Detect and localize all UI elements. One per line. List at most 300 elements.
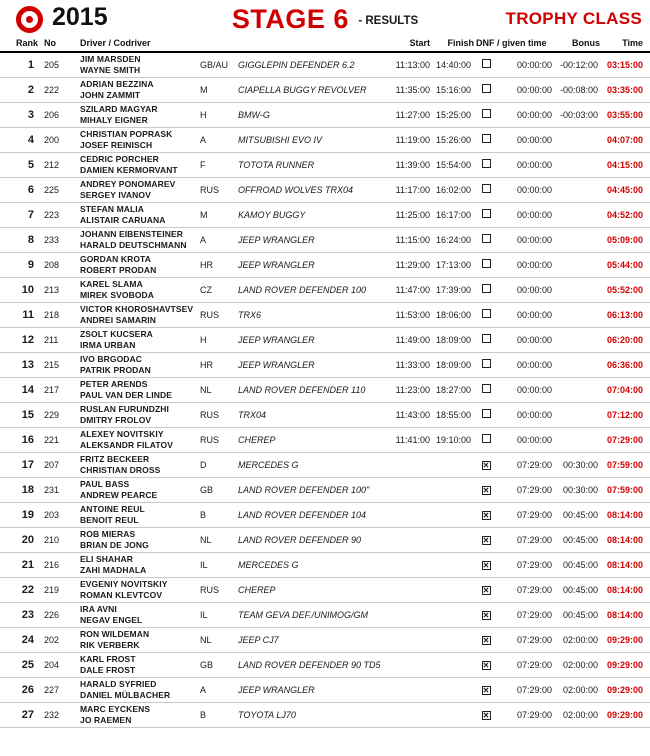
crew-cell: [74, 377, 198, 402]
country-cell: M: [198, 202, 236, 227]
crew-cell: [74, 77, 198, 102]
country-cell: D: [198, 452, 236, 477]
country-cell: HR: [198, 252, 236, 277]
result-row: [0, 702, 650, 727]
total-time-cell: 05:44:00: [600, 252, 650, 277]
rank-cell: 7: [0, 202, 42, 227]
codriver-name: DMITRY FROLOV: [80, 414, 152, 425]
codriver-name: JO RAEMEN: [80, 714, 132, 725]
driver-name: FRITZ BECKEER: [80, 454, 150, 464]
crew-cell: [74, 277, 198, 302]
country-cell: IL: [198, 552, 236, 577]
total-time-cell: 06:20:00: [600, 327, 650, 352]
bonus-cell: [552, 327, 600, 352]
dnf-checkbox-icon: ✕: [482, 585, 490, 595]
car-number-cell: 229: [42, 402, 74, 427]
finish-time-cell: 18:55:00: [430, 402, 474, 427]
dnf-cell: [474, 677, 498, 702]
country-cell: GB: [198, 652, 236, 677]
rank-cell: 13: [0, 352, 42, 377]
given-time-cell: 00:00:00: [498, 177, 552, 202]
country-cell: B: [198, 702, 236, 727]
given-time-cell: 07:29:00: [498, 552, 552, 577]
codriver-name: CHRISTIAN DROSS: [80, 464, 161, 475]
dnf-checkbox-icon: [482, 184, 491, 193]
dnf-cell: [474, 427, 498, 452]
rank-cell: 11: [0, 302, 42, 327]
finish-time-cell: [430, 477, 474, 502]
total-time-cell: 09:29:00: [600, 652, 650, 677]
dnf-cell: [474, 227, 498, 252]
bonus-cell: [552, 227, 600, 252]
dnf-checkbox-icon: [482, 84, 491, 93]
total-time-cell: 04:07:00: [600, 127, 650, 152]
vehicle-cell: JEEP WRANGLER: [236, 252, 386, 277]
bonus-cell: 00:45:00: [552, 602, 600, 627]
country-cell: HR: [198, 352, 236, 377]
start-time-cell: [386, 502, 430, 527]
dnf-checkbox-icon: ✕: [482, 510, 490, 520]
rank-cell: 23: [0, 602, 42, 627]
crew-cell: [74, 302, 198, 327]
total-time-cell: 06:13:00: [600, 302, 650, 327]
codriver-name: ZAHI MADHALA: [80, 564, 147, 575]
country-cell: GB/AU: [198, 52, 236, 77]
dnf-cell: [474, 402, 498, 427]
result-row: [0, 652, 650, 677]
column-header-start: Start: [386, 36, 430, 52]
dnf-cell: [474, 302, 498, 327]
finish-time-cell: [430, 577, 474, 602]
result-row: [0, 202, 650, 227]
bonus-cell: [552, 377, 600, 402]
car-number-cell: 216: [42, 552, 74, 577]
dnf-checkbox-icon: ✕: [482, 535, 490, 545]
result-row: [0, 227, 650, 252]
crew-cell: [74, 177, 198, 202]
vehicle-cell: TEAM GEVA DEF./UNIMOG/GM: [236, 602, 386, 627]
result-row: [0, 627, 650, 652]
start-time-cell: 11:25:00: [386, 202, 430, 227]
car-number-cell: 231: [42, 477, 74, 502]
country-cell: M: [198, 77, 236, 102]
total-time-cell: 06:36:00: [600, 352, 650, 377]
bonus-cell: 00:45:00: [552, 552, 600, 577]
start-time-cell: [386, 452, 430, 477]
total-time-cell: 09:29:00: [600, 627, 650, 652]
result-row: [0, 77, 650, 102]
dnf-checkbox-icon: [482, 134, 491, 143]
start-time-cell: 11:33:00: [386, 352, 430, 377]
total-time-cell: 08:14:00: [600, 527, 650, 552]
result-row: [0, 452, 650, 477]
result-row: [0, 502, 650, 527]
driver-name: HARALD SYFRIED: [80, 679, 157, 689]
result-row: [0, 552, 650, 577]
total-time-cell: 07:12:00: [600, 402, 650, 427]
codriver-name: ALISTAIR CARUANA: [80, 214, 166, 225]
given-time-cell: 07:29:00: [498, 702, 552, 727]
result-row: [0, 302, 650, 327]
bonus-cell: [552, 202, 600, 227]
rank-cell: 1: [0, 52, 42, 77]
driver-name: CEDRIC PORCHER: [80, 154, 159, 164]
total-time-cell: 05:52:00: [600, 277, 650, 302]
rank-cell: 15: [0, 402, 42, 427]
car-number-cell: 215: [42, 352, 74, 377]
codriver-name: PAUL VAN DER LINDE: [80, 389, 173, 400]
given-time-cell: 00:00:00: [498, 52, 552, 77]
bonus-cell: [552, 152, 600, 177]
dnf-cell: [474, 502, 498, 527]
codriver-name: BRIAN DE JONG: [80, 539, 149, 550]
dnf-cell: [474, 252, 498, 277]
finish-time-cell: 19:10:00: [430, 427, 474, 452]
result-row: [0, 152, 650, 177]
driver-name: RON WILDEMAN: [80, 629, 150, 639]
total-time-cell: 03:35:00: [600, 77, 650, 102]
car-number-cell: 225: [42, 177, 74, 202]
given-time-cell: 07:29:00: [498, 527, 552, 552]
result-row: [0, 277, 650, 302]
crew-cell: [74, 602, 198, 627]
finish-time-cell: 18:06:00: [430, 302, 474, 327]
bonus-cell: -00:08:00: [552, 77, 600, 102]
driver-name: ALEXEY NOVITSKIY: [80, 429, 164, 439]
start-time-cell: 11:43:00: [386, 402, 430, 427]
given-time-cell: 07:29:00: [498, 627, 552, 652]
rank-cell: 3: [0, 102, 42, 127]
start-time-cell: 11:27:00: [386, 102, 430, 127]
country-cell: A: [198, 227, 236, 252]
vehicle-cell: JEEP WRANGLER: [236, 327, 386, 352]
driver-name: JOHANN EIBENSTEINER: [80, 229, 183, 239]
result-row: [0, 377, 650, 402]
dnf-cell: [474, 577, 498, 602]
given-time-cell: 00:00:00: [498, 427, 552, 452]
driver-name: KAREL SLAMA: [80, 279, 143, 289]
crew-cell: [74, 652, 198, 677]
given-time-cell: 00:00:00: [498, 277, 552, 302]
rank-cell: 4: [0, 127, 42, 152]
vehicle-cell: LAND ROVER DEFENDER 100: [236, 277, 386, 302]
vehicle-cell: LAND ROVER DEFENDER 110: [236, 377, 386, 402]
car-number-cell: 200: [42, 127, 74, 152]
country-cell: F: [198, 152, 236, 177]
column-header-rank: Rank: [0, 36, 42, 52]
rank-cell: 10: [0, 277, 42, 302]
driver-name: EVGENIY NOVITSKIY: [80, 579, 168, 589]
dnf-checkbox-icon: ✕: [482, 710, 490, 720]
finish-time-cell: [430, 702, 474, 727]
result-row: [0, 177, 650, 202]
result-row: [0, 677, 650, 702]
results-body: [0, 52, 650, 727]
vehicle-cell: LAND ROVER DEFENDER 100": [236, 477, 386, 502]
crew-cell: [74, 402, 198, 427]
car-number-cell: 233: [42, 227, 74, 252]
crew-cell: [74, 427, 198, 452]
vehicle-cell: LAND ROVER DEFENDER 104: [236, 502, 386, 527]
total-time-cell: 04:52:00: [600, 202, 650, 227]
car-number-cell: 212: [42, 152, 74, 177]
bonus-cell: 00:30:00: [552, 477, 600, 502]
total-time-cell: 07:04:00: [600, 377, 650, 402]
country-cell: NL: [198, 377, 236, 402]
driver-name: IVO BRGODAC: [80, 354, 143, 364]
rank-cell: 19: [0, 502, 42, 527]
dnf-cell: [474, 477, 498, 502]
total-time-cell: 08:14:00: [600, 502, 650, 527]
country-cell: A: [198, 677, 236, 702]
finish-time-cell: 16:17:00: [430, 202, 474, 227]
vehicle-cell: TRX6: [236, 302, 386, 327]
country-cell: GB: [198, 477, 236, 502]
codriver-name: MIREK SVOBODA: [80, 289, 155, 300]
dnf-cell: [474, 452, 498, 477]
given-time-cell: 00:00:00: [498, 302, 552, 327]
codriver-name: SERGEY IVANOV: [80, 189, 151, 200]
dnf-checkbox-icon: [482, 234, 491, 243]
codriver-name: RIK VERBERK: [80, 639, 140, 650]
given-time-cell: 00:00:00: [498, 327, 552, 352]
given-time-cell: 00:00:00: [498, 127, 552, 152]
bonus-cell: [552, 127, 600, 152]
dnf-checkbox-icon: [482, 384, 491, 393]
codriver-name: ANDREW PEARCE: [80, 489, 158, 500]
vehicle-cell: JEEP CJ7: [236, 627, 386, 652]
driver-name: ROB MIERAS: [80, 529, 136, 539]
driver-name: ELI SHAHAR: [80, 554, 133, 564]
dnf-checkbox-icon: ✕: [482, 660, 490, 670]
codriver-name: DANIEL MÜLBACHER: [80, 689, 171, 700]
result-row: [0, 127, 650, 152]
vehicle-cell: TOYOTA LJ70: [236, 702, 386, 727]
car-number-cell: 206: [42, 102, 74, 127]
rank-cell: 18: [0, 477, 42, 502]
start-time-cell: [386, 602, 430, 627]
result-row: [0, 352, 650, 377]
car-number-cell: 202: [42, 627, 74, 652]
column-header-vehicle-spacer: [236, 36, 386, 52]
finish-time-cell: 15:16:00: [430, 77, 474, 102]
finish-time-cell: 15:54:00: [430, 152, 474, 177]
given-time-cell: 00:00:00: [498, 152, 552, 177]
class-label: TROPHY CLASS: [505, 9, 642, 28]
driver-name: PAUL BASS: [80, 479, 130, 489]
column-header-dnf-given-time: DNF / given time: [474, 36, 552, 52]
dnf-checkbox-icon: [482, 309, 491, 318]
rank-cell: 24: [0, 627, 42, 652]
total-time-cell: 07:29:00: [600, 427, 650, 452]
given-time-cell: 07:29:00: [498, 502, 552, 527]
start-time-cell: 11:39:00: [386, 152, 430, 177]
start-time-cell: 11:17:00: [386, 177, 430, 202]
result-row: [0, 477, 650, 502]
start-time-cell: 11:47:00: [386, 277, 430, 302]
country-cell: NL: [198, 627, 236, 652]
rank-cell: 12: [0, 327, 42, 352]
bonus-cell: -00:03:00: [552, 102, 600, 127]
start-time-cell: 11:41:00: [386, 427, 430, 452]
rank-cell: 21: [0, 552, 42, 577]
dnf-cell: [474, 527, 498, 552]
vehicle-cell: MITSUBISHI EVO IV: [236, 127, 386, 152]
rank-cell: 9: [0, 252, 42, 277]
driver-name: RUSLAN FURUNDZHI: [80, 404, 169, 414]
country-cell: RUS: [198, 177, 236, 202]
dnf-checkbox-icon: [482, 209, 491, 218]
crew-cell: [74, 702, 198, 727]
start-time-cell: [386, 677, 430, 702]
given-time-cell: 07:29:00: [498, 652, 552, 677]
total-time-cell: 04:15:00: [600, 152, 650, 177]
result-row: [0, 52, 650, 77]
finish-time-cell: [430, 627, 474, 652]
car-number-cell: 208: [42, 252, 74, 277]
dnf-cell: [474, 602, 498, 627]
dnf-cell: [474, 52, 498, 77]
driver-name: MARC EYCKENS: [80, 704, 151, 714]
vehicle-cell: BMW-G: [236, 102, 386, 127]
car-number-cell: 204: [42, 652, 74, 677]
start-time-cell: [386, 527, 430, 552]
bonus-cell: 00:30:00: [552, 452, 600, 477]
start-time-cell: 11:35:00: [386, 77, 430, 102]
finish-time-cell: [430, 452, 474, 477]
finish-time-cell: [430, 527, 474, 552]
given-time-cell: 00:00:00: [498, 202, 552, 227]
result-row: [0, 602, 650, 627]
dnf-checkbox-icon: [482, 109, 491, 118]
given-time-cell: 00:00:00: [498, 102, 552, 127]
car-number-cell: 219: [42, 577, 74, 602]
rank-cell: 22: [0, 577, 42, 602]
finish-time-cell: 18:09:00: [430, 327, 474, 352]
codriver-name: DAMIEN KERMORVANT: [80, 164, 178, 175]
total-time-cell: 04:45:00: [600, 177, 650, 202]
dnf-checkbox-icon: [482, 284, 491, 293]
country-cell: RUS: [198, 427, 236, 452]
result-row: [0, 427, 650, 452]
bonus-cell: 00:45:00: [552, 502, 600, 527]
rank-cell: 16: [0, 427, 42, 452]
finish-time-cell: [430, 677, 474, 702]
car-number-cell: 221: [42, 427, 74, 452]
rank-cell: 14: [0, 377, 42, 402]
vehicle-cell: CIAPELLA BUGGY REVOLVER: [236, 77, 386, 102]
dnf-cell: [474, 177, 498, 202]
driver-name: ZSOLT KUCSERA: [80, 329, 153, 339]
dnf-cell: [474, 652, 498, 677]
bonus-cell: 02:00:00: [552, 652, 600, 677]
car-number-cell: 211: [42, 327, 74, 352]
start-time-cell: [386, 477, 430, 502]
event-year: 2015: [52, 3, 108, 31]
column-header-no: No: [42, 36, 74, 52]
finish-time-cell: [430, 502, 474, 527]
dnf-checkbox-icon: [482, 334, 491, 343]
crew-cell: [74, 552, 198, 577]
codriver-name: HARALD DEUTSCHMANN: [80, 239, 187, 250]
vehicle-cell: LAND ROVER DEFENDER 90 TD5: [236, 652, 386, 677]
car-number-cell: 218: [42, 302, 74, 327]
start-time-cell: 11:49:00: [386, 327, 430, 352]
dnf-cell: [474, 352, 498, 377]
car-number-cell: 217: [42, 377, 74, 402]
total-time-cell: 05:09:00: [600, 227, 650, 252]
driver-name: JIM MARSDEN: [80, 54, 141, 65]
vehicle-cell: JEEP WRANGLER: [236, 352, 386, 377]
vehicle-cell: KAMOY BUGGY: [236, 202, 386, 227]
car-number-cell: 227: [42, 677, 74, 702]
codriver-name: ANDREI SAMARIN: [80, 314, 157, 325]
finish-time-cell: 15:26:00: [430, 127, 474, 152]
car-number-cell: 207: [42, 452, 74, 477]
finish-time-cell: 18:27:00: [430, 377, 474, 402]
result-row: [0, 577, 650, 602]
rank-cell: 25: [0, 652, 42, 677]
crew-cell: [74, 152, 198, 177]
driver-name: ADRIAN BEZZINA: [80, 79, 154, 89]
finish-time-cell: [430, 552, 474, 577]
finish-time-cell: 17:39:00: [430, 277, 474, 302]
rank-cell: 27: [0, 702, 42, 727]
given-time-cell: 00:00:00: [498, 77, 552, 102]
bonus-cell: 00:45:00: [552, 577, 600, 602]
dnf-cell: [474, 552, 498, 577]
finish-time-cell: [430, 602, 474, 627]
country-cell: IL: [198, 602, 236, 627]
result-row: [0, 402, 650, 427]
codriver-name: ROMAN KLEVTCOV: [80, 589, 163, 600]
rank-cell: 26: [0, 677, 42, 702]
crew-cell: [74, 352, 198, 377]
rank-cell: 5: [0, 152, 42, 177]
column-header-bonus: Bonus: [552, 36, 600, 52]
car-number-cell: 232: [42, 702, 74, 727]
vehicle-cell: TOTOTA RUNNER: [236, 152, 386, 177]
result-row: [0, 102, 650, 127]
total-time-cell: 09:29:00: [600, 677, 650, 702]
vehicle-cell: CHEREP: [236, 577, 386, 602]
stage-title: STAGE 6: [231, 4, 349, 34]
result-row: [0, 252, 650, 277]
bonus-cell: 02:00:00: [552, 677, 600, 702]
vehicle-cell: JEEP WRANGLER: [236, 227, 386, 252]
driver-name: PETER ARENDS: [80, 379, 148, 389]
rank-cell: 8: [0, 227, 42, 252]
codriver-name: WAYNE SMITH: [80, 64, 141, 75]
crew-cell: [74, 577, 198, 602]
country-cell: RUS: [198, 302, 236, 327]
bonus-cell: 02:00:00: [552, 702, 600, 727]
finish-time-cell: 17:13:00: [430, 252, 474, 277]
codriver-name: ALEKSANDR FILATOV: [80, 439, 173, 450]
driver-name: STEFAN MALIA: [80, 204, 145, 214]
dnf-cell: [474, 77, 498, 102]
crew-cell: [74, 452, 198, 477]
vehicle-cell: GIGGLEPIN DEFENDER 6.2: [236, 52, 386, 77]
start-time-cell: [386, 552, 430, 577]
driver-name: SZILARD MAGYAR: [80, 104, 158, 114]
crew-cell: [74, 202, 198, 227]
start-time-cell: 11:15:00: [386, 227, 430, 252]
crew-cell: [74, 102, 198, 127]
bonus-cell: [552, 252, 600, 277]
codriver-name: IRMA URBAN: [80, 339, 136, 350]
dnf-cell: [474, 127, 498, 152]
